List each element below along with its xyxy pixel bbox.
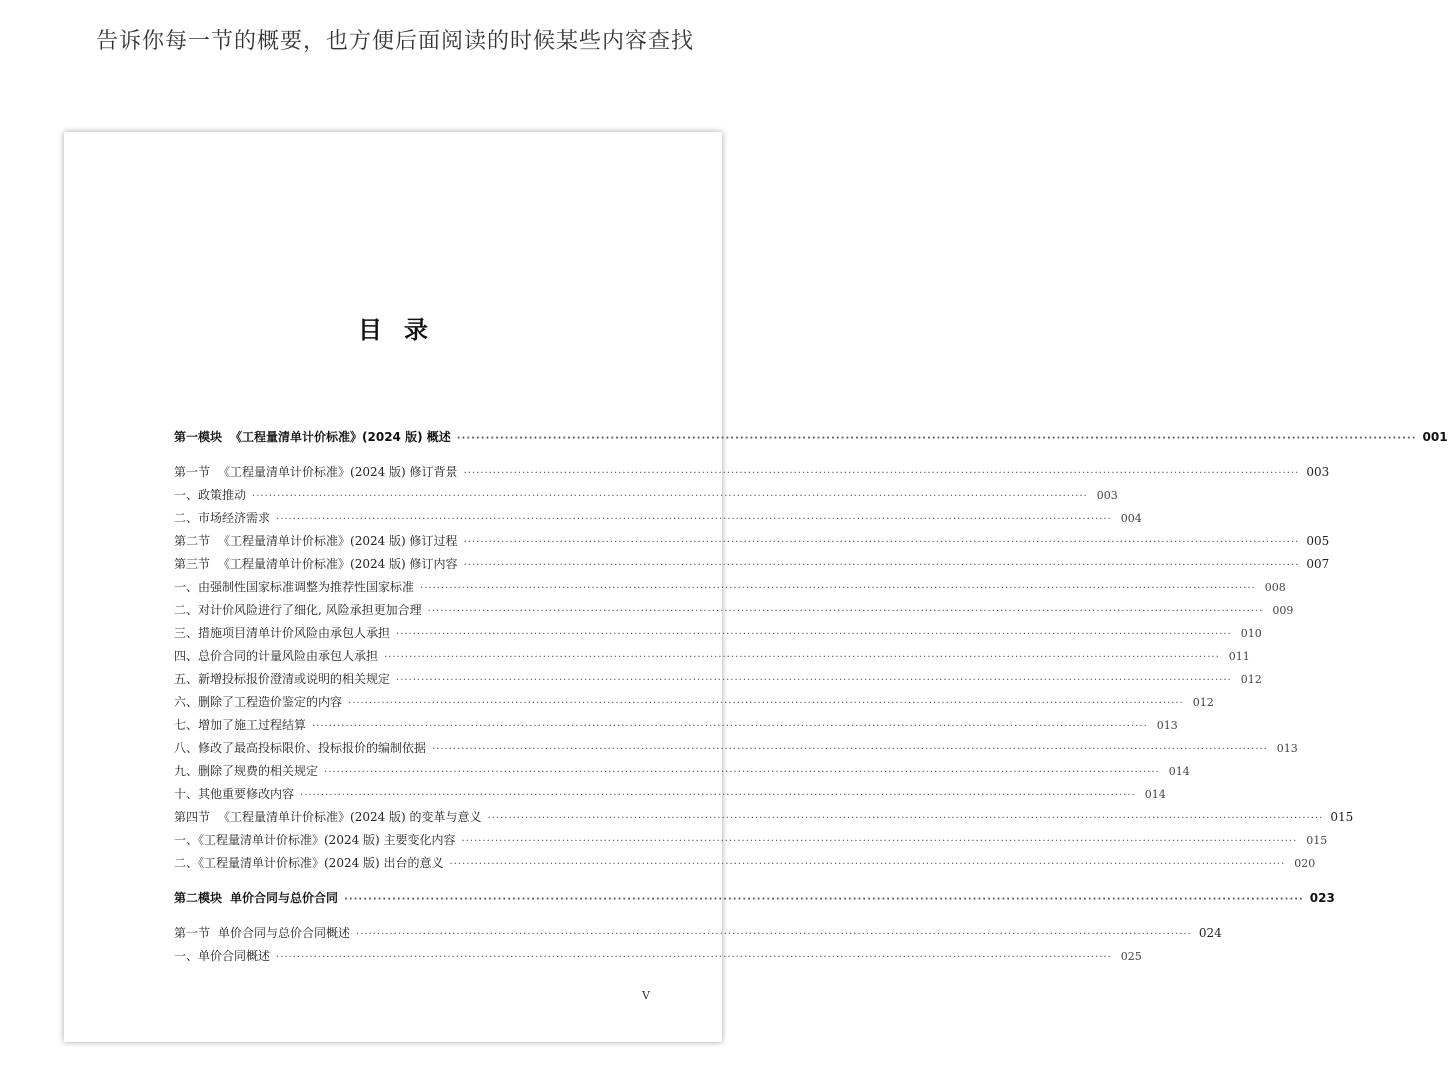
toc-entry-label: 五、新增投标报价澄清或说明的相关规定 — [174, 672, 391, 686]
toc-item-entry[interactable] — [174, 947, 1142, 965]
toc-leader-dots: ········································································································································································································ — [427, 606, 1264, 617]
toc-item-entry[interactable] — [174, 601, 1294, 619]
toc-section-number: 第三节 — [174, 557, 211, 571]
toc-leader-dots: ········································································································································································································ — [456, 433, 1417, 444]
toc-entry-label: 单价合同与总价合同概述 — [218, 926, 351, 940]
toc-page-number: 015 — [1330, 810, 1354, 824]
toc-section-number: 第一节 — [174, 465, 211, 479]
toc-leader-dots: ········································································································································································································ — [324, 767, 1160, 778]
toc-section-number: 第二模块 — [174, 891, 223, 905]
toc-section-number: 第二节 — [174, 534, 211, 548]
toc-item-entry[interactable] — [174, 693, 1214, 711]
toc-section-entry[interactable] — [174, 463, 1330, 481]
toc-leader-dots: ········································································································································································································ — [463, 537, 1300, 548]
page-folio: V — [642, 989, 650, 1002]
toc-leader-dots: ········································································································································································································ — [396, 675, 1232, 686]
toc-item-entry[interactable] — [174, 670, 1262, 688]
toc-leader-dots: ········································································································································································································ — [312, 721, 1148, 732]
toc-section-number: 第一模块 — [174, 430, 223, 444]
toc-item-entry[interactable] — [174, 486, 1118, 504]
toc-leader-dots: ········································································································································································································ — [348, 698, 1184, 709]
toc-page-number: 020 — [1294, 857, 1316, 870]
toc-page-number: 012 — [1240, 673, 1262, 686]
toc-section-number: 第四节 — [174, 810, 211, 824]
toc-section-entry[interactable] — [174, 924, 1222, 942]
toc-entry-label: 七、增加了施工过程结算 — [174, 718, 307, 732]
toc-page-number: 014 — [1144, 788, 1166, 801]
toc-page-number: 024 — [1198, 926, 1222, 940]
toc-page-number: 004 — [1120, 512, 1142, 525]
toc-item-entry[interactable] — [174, 762, 1190, 780]
toc-leader-dots: ········································································································································································································ — [449, 859, 1286, 870]
toc-page-number: 013 — [1156, 719, 1178, 732]
toc-leader-dots: ········································································································································································································ — [276, 514, 1112, 525]
toc-item-entry[interactable] — [174, 716, 1178, 734]
toc-entry-label: 四、总价合同的计量风险由承包人承担 — [174, 649, 379, 663]
toc-page-number: 010 — [1240, 627, 1262, 640]
toc-page-number: 025 — [1120, 950, 1142, 963]
toc-entry-label: 一、单价合同概述 — [174, 949, 271, 963]
toc-module-entry[interactable] — [174, 428, 1448, 446]
toc-entry-label: 九、删除了规费的相关规定 — [174, 764, 319, 778]
toc-entry-label: 三、措施项目清单计价风险由承包人承担 — [174, 626, 391, 640]
toc-item-entry[interactable] — [174, 739, 1298, 757]
toc-leader-dots: ········································································································································································································ — [487, 813, 1324, 824]
toc-page-number: 007 — [1306, 557, 1330, 571]
toc-section-entry[interactable] — [174, 808, 1354, 826]
toc-section-entry[interactable] — [174, 532, 1330, 550]
toc-section-number: 第一节 — [174, 926, 211, 940]
toc-page-number: 013 — [1276, 742, 1298, 755]
toc-entry-label: 《工程量清单计价标准》(2024 版) 修订背景 — [218, 465, 458, 479]
book-page — [64, 132, 1448, 1042]
toc-page-number: 015 — [1306, 834, 1328, 847]
toc-section-entry[interactable] — [174, 555, 1330, 573]
toc-entry-label: 六、删除了工程造价鉴定的内容 — [174, 695, 343, 709]
toc-item-entry[interactable] — [174, 831, 1328, 849]
toc-entry-label: 十、其他重要修改内容 — [174, 787, 295, 801]
toc-leader-dots: ········································································································································································································ — [432, 744, 1268, 755]
toc-entry-label: 单价合同与总价合同 — [230, 891, 339, 905]
toc-entry-label: 《工程量清单计价标准》(2024 版) 概述 — [230, 430, 451, 444]
toc-page-number: 009 — [1272, 604, 1294, 617]
toc-leader-dots: ········································································································································································································ — [276, 952, 1112, 963]
toc-leader-dots: ········································································································································································································ — [300, 790, 1136, 801]
toc-item-entry[interactable] — [174, 509, 1142, 527]
toc-entry-label: 八、修改了最高投标限价、投标报价的编制依据 — [174, 741, 427, 755]
toc-leader-dots: ········································································································································································································ — [344, 894, 1304, 905]
toc-leader-dots: ········································································································································································································ — [420, 583, 1256, 594]
toc-entry-label: 《工程量清单计价标准》(2024 版) 修订内容 — [218, 557, 458, 571]
toc-item-entry[interactable] — [174, 647, 1250, 665]
toc-entry-label: 二、对计价风险进行了细化, 风险承担更加合理 — [174, 603, 422, 617]
toc-leader-dots: ········································································································································································································ — [463, 468, 1300, 479]
toc-page-number: 012 — [1192, 696, 1214, 709]
toc-page-number: 001 — [1422, 430, 1448, 444]
toc-leader-dots: ········································································································································································································ — [384, 652, 1220, 663]
toc-leader-dots: ········································································································································································································ — [356, 929, 1192, 940]
toc-leader-dots: ········································································································································································································ — [463, 560, 1300, 571]
caption-text: 告诉你每一节的概要，也方便后面阅读的时候某些内容查找 — [95, 29, 694, 54]
toc-item-entry[interactable] — [174, 624, 1262, 642]
toc-entry-label: 二、《工程量清单计价标准》(2024 版) 出台的意义 — [174, 856, 444, 870]
toc-leader-dots: ········································································································································································································ — [396, 629, 1232, 640]
toc-module-entry[interactable] — [174, 889, 1335, 907]
toc-item-entry[interactable] — [174, 578, 1286, 596]
toc-entry-label: 二、市场经济需求 — [174, 511, 271, 525]
toc-page-number: 003 — [1306, 465, 1330, 479]
toc-item-entry[interactable] — [174, 854, 1316, 872]
toc-entry-label: 一、《工程量清单计价标准》(2024 版) 主要变化内容 — [174, 833, 456, 847]
toc-page-number: 008 — [1264, 581, 1286, 594]
toc-page-number: 014 — [1168, 765, 1190, 778]
toc-entry-label: 《工程量清单计价标准》(2024 版) 修订过程 — [218, 534, 458, 548]
toc-page-number: 003 — [1096, 489, 1118, 502]
toc-page-number: 011 — [1228, 650, 1250, 663]
toc-page-number: 023 — [1309, 891, 1335, 905]
toc-leader-dots: ········································································································································································································ — [461, 836, 1298, 847]
toc-leader-dots: ········································································································································································································ — [252, 491, 1088, 502]
toc-entry-label: 一、由强制性国家标准调整为推荐性国家标准 — [174, 580, 415, 594]
toc-page-number: 005 — [1306, 534, 1330, 548]
toc-item-entry[interactable] — [174, 785, 1166, 803]
toc-entry-label: 《工程量清单计价标准》(2024 版) 的变革与意义 — [218, 810, 482, 824]
toc-entry-label: 一、政策推动 — [174, 488, 247, 502]
page-title: 目录 — [358, 316, 450, 344]
